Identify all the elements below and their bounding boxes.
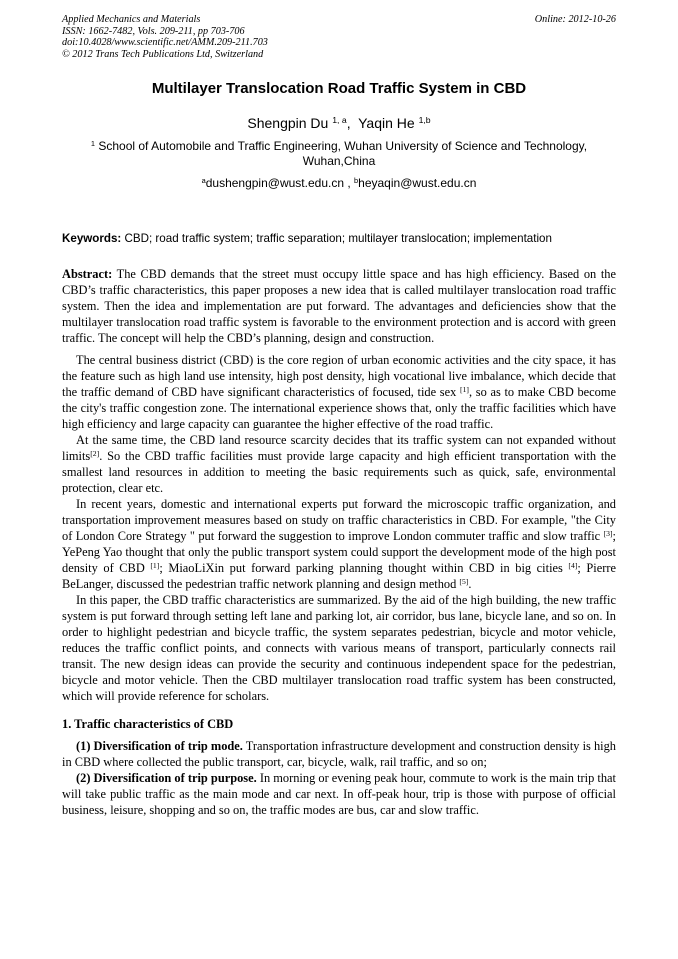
section-1-heading: 1. Traffic characteristics of CBD [62, 717, 234, 731]
abstract [62, 266, 616, 346]
section-1-item-2 [62, 770, 616, 818]
citation-5: [5] [459, 576, 469, 586]
issn-line: ISSN: 1662-7482, Vols. 209-211, pp 703-706 [62, 25, 245, 37]
copyright-line: © 2012 Trans Tech Publications Ltd, Switzerland [62, 48, 264, 60]
keywords [62, 232, 616, 245]
intro-paragraph-4: In this paper, the CBD traffic characteristics are summarized. By the aid of the high building, the new traffic system is put forward through setting left lane and parking lot, air corridor, bus lane, bicycle lane, and so on. In order to highlight pedestrian and bicycle traffic, the system separates pedestrian, bicycle and motor vehicle, reduces the traffic conflict points, and connects with various means of transport, particularly connects rail transit. The new design ideas can provide the security and continuous independent space for the pedestrian, bicycle and motor vehicle. Then the CBD multilayer translocation road traffic system has been constructed, which will provide reference for scholars. [62, 593, 616, 703]
citation-1b: [1] [150, 560, 160, 570]
keywords-label: Keywords: [62, 232, 122, 245]
p3-text-a: In recent years, domestic and international experts put forward the microscopic traffic organization, and transportation improvement measures based on study on traffic characteristics in CBD. For example, "the City of London Core Strategy " put forward the suggestion to improve London commuter traffic and slow traffic [62, 497, 616, 543]
running-header [62, 14, 616, 60]
online-date: Online: 2012-10-26 [534, 14, 616, 25]
item-1-label: (1) Diversification of trip mode. [76, 739, 243, 753]
affiliation [62, 139, 616, 169]
author-2-marker: 1,b [418, 115, 431, 126]
email-b-marker: b [354, 175, 359, 185]
p1-text-b: , so as to make CBD become the city's traffic congestion zone. The international experience shows that, only the traffic facilities which have high efficiency and large capacity can guarantee the higher effective of the road traffic. [62, 385, 616, 431]
section-1-item-1 [62, 738, 616, 770]
item-2-text: In morning or evening peak hour, commute to work is the main trip that will take public traffic as the main mode and car next. In off-peak hour, trip is those with purpose of official business, leisure, shopping and so on, the traffic modes are bus, car and slow traffic. [62, 771, 616, 817]
email-separator: , [344, 176, 355, 190]
p3-text-c: ; MiaoLiXin put forward parking planning thought within CBD in big cities [159, 561, 569, 575]
abstract-label: Abstract: [62, 267, 113, 281]
author-1-marker: 1, a [332, 115, 347, 126]
author-separator: , [346, 115, 351, 131]
citation-4: [4] [568, 560, 578, 570]
author-2: Yaqin He [358, 115, 415, 131]
intro-paragraph-2 [62, 432, 616, 496]
p3-text-e: . [468, 577, 472, 591]
item-2-label: (2) Diversification of trip purpose. [76, 771, 257, 785]
email-b[interactable]: heyaqin@wust.edu.cn [358, 176, 477, 190]
abstract-text: The CBD demands that the street must occupy little space and has high efficiency. Based on the CBD’s traffic characteristics, this paper proposes a new idea that is called multilayer translocation road traffic system. Then the idea and implementation are put forward. The advantages and deficiencies show that the multilayer translocation road traffic system is favorable to the environment protection and is accord with green traffic. The concept will help the CBD’s planning, design and construction. [62, 267, 616, 345]
affiliation-marker: 1 [90, 138, 96, 148]
affiliation-text: School of Automobile and Traffic Engineering, Wuhan University of Science and Technology, Wuhan,China [98, 139, 588, 168]
journal-name: Applied Mechanics and Materials [62, 14, 201, 25]
p3-text-b: ; YePeng Yao thought that only the public transport system could support the development mode of the high post density of CBD [62, 529, 616, 575]
p2-text-a: At the same time, the CBD land resource scarcity decides that its traffic system can not expanded without limits [62, 433, 616, 463]
email-a-marker: a [201, 175, 206, 185]
citation-3: [3] [603, 528, 613, 538]
p2-text-b: . So the CBD traffic facilities must provide large capacity and high efficient transportation with the smallest land resources in addition to meeting the basic requirements such as quick, safe, environmental protection, clear etc. [62, 449, 616, 495]
p1-text-a: The central business district (CBD) is the core region of urban economic activities and the city space, it has the feature such as high land use intensity, high post density, high vocational live imbalance, which decide that the traffic demand of CBD have significant characteristics of focused, tide sex [62, 353, 616, 399]
doi-line: doi:10.4028/www.scientific.net/AMM.209-211.703 [62, 37, 268, 49]
author-line [62, 115, 616, 131]
keywords-text: CBD; road traffic system; traffic separation; multilayer translocation; implementation [124, 232, 552, 245]
paper-body [62, 266, 616, 818]
citation-1: [1] [460, 384, 469, 394]
intro-paragraph-3 [62, 496, 616, 592]
item-1-text: Transportation infrastructure development and construction density is high in CBD where collected the public transport, car, bicycle, walk, rail traffic, and so on; [62, 739, 616, 769]
intro-paragraph-1 [62, 352, 616, 432]
p3-text-d: ; Pierre BeLanger, discussed the pedestrian traffic network planning and design method [62, 561, 616, 591]
author-1: Shengpin Du [247, 115, 329, 131]
citation-2: [2] [90, 448, 100, 458]
paper-title: Multilayer Translocation Road Traffic System in CBD [151, 80, 527, 97]
email-line [62, 176, 616, 190]
email-a[interactable]: dushengpin@wust.edu.cn [205, 176, 344, 190]
